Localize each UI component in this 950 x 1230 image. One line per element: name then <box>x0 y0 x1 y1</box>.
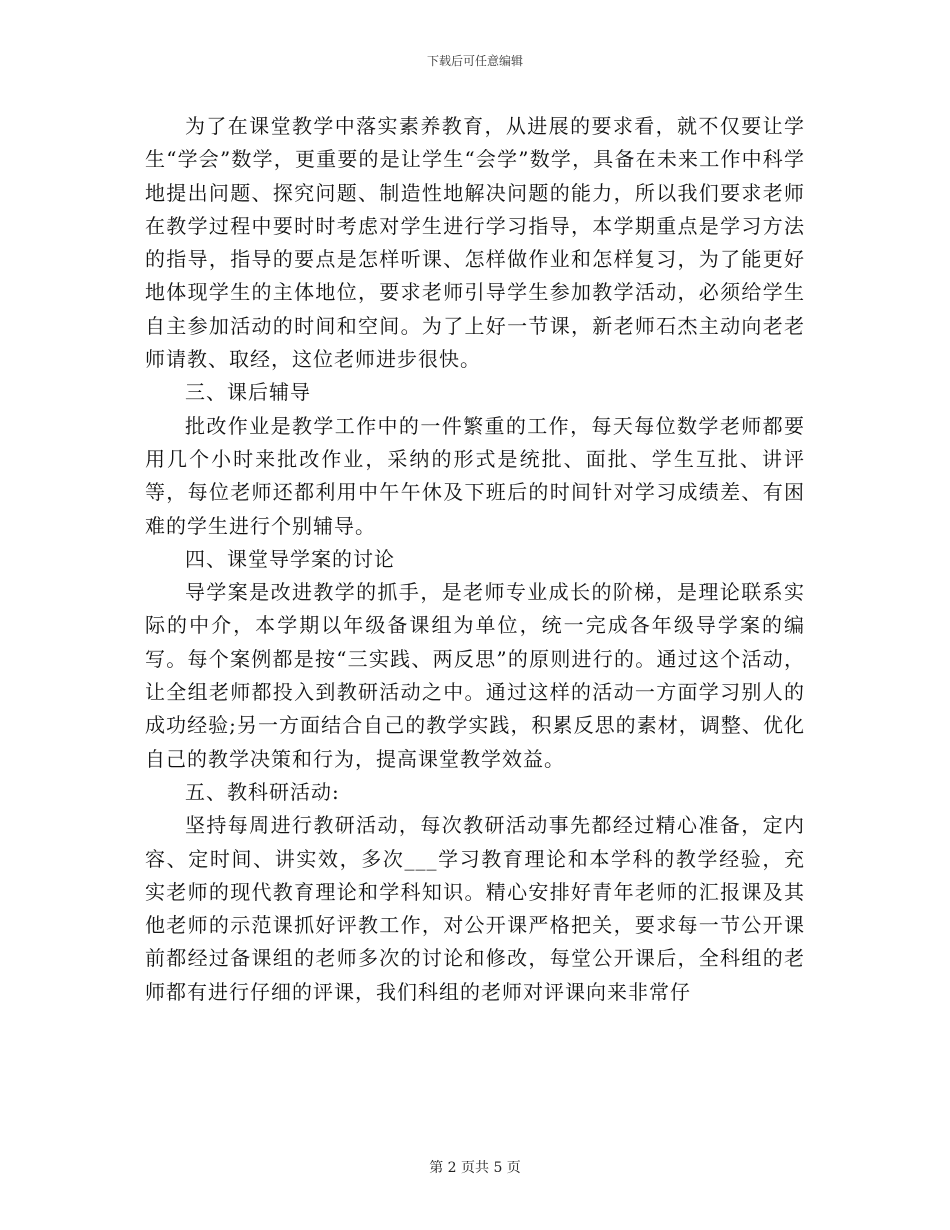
section-heading-learning-plan-discussion: 四、课堂导学案的讨论 <box>185 546 395 571</box>
document-body <box>145 110 805 1009</box>
paragraph-research-activities: 坚持每周进行教研活动，每次教研活动事先都经过精心准备，定内容、定时间、讲实效，多次___学习教育理论和本学科的教学经验，充实老师的现代教育理论和学科知识。精心安排好青年老师的汇报课及其他老师的示范课抓好评教工作，对公开课严格把关，要求每一节公开课前都经过备课组的老师多次的讨论和修改，每堂公开课后，全科组的老师都有进行仔细的评课，我们科组的老师对评课向来非常仔 <box>145 813 805 1004</box>
paragraph-homework-correction: 批改作业是教学工作中的一件繁重的工作，每天每位数学老师都要用几个小时来批改作业，采纳的形式是统批、面批、学生互批、讲评等，每位老师还都利用中午午休及下班后的时间针对学习成绩差、有困难的学生进行个别辅导。 <box>145 413 805 538</box>
paragraph-learning-guidance: 为了在课堂教学中落实素养教育，从进展的要求看，就不仅要让学生“学会”数学，更重要的是让学生“会学”数学，具备在未来工作中科学地提出问题、探究问题、制造性地解决问题的能力，所以我们要求老师在教学过程中要时时考虑对学生进行学习指导，本学期重点是学习方法的指导，指导的要点是怎样听课、怎样做作业和怎样复习，为了能更好地体现学生的主体地位，要求老师引导学生参加教学活动，必须给学生自主参加活动的时间和空间。为了上好一节课，新老师石杰主动向老老师请教、取经，这位老师进步很快。 <box>145 114 805 372</box>
page-number: 第 2 页共 5 页 <box>429 1160 521 1176</box>
section-heading-research-activities: 五、教科研活动: <box>185 779 340 804</box>
page-header-note: 下载后可任意编辑 <box>426 54 523 68</box>
paragraph-learning-plan: 导学案是改进教学的抓手，是老师专业成长的阶梯，是理论联系实际的中介，本学期以年级备课组为单位，统一完成各年级导学案的编写。每个案例都是按“三实践、两反思”的原则进行的。通过这个活动，让全组老师都投入到教研活动之中。通过这样的活动一方面学习别人的成功经验;另一方面结合自己的教学实践，积累反思的素材，调整、优化自己的教学决策和行为，提高课堂教学效益。 <box>145 580 805 771</box>
section-heading-after-class-tutoring: 三、课后辅导 <box>185 380 311 405</box>
